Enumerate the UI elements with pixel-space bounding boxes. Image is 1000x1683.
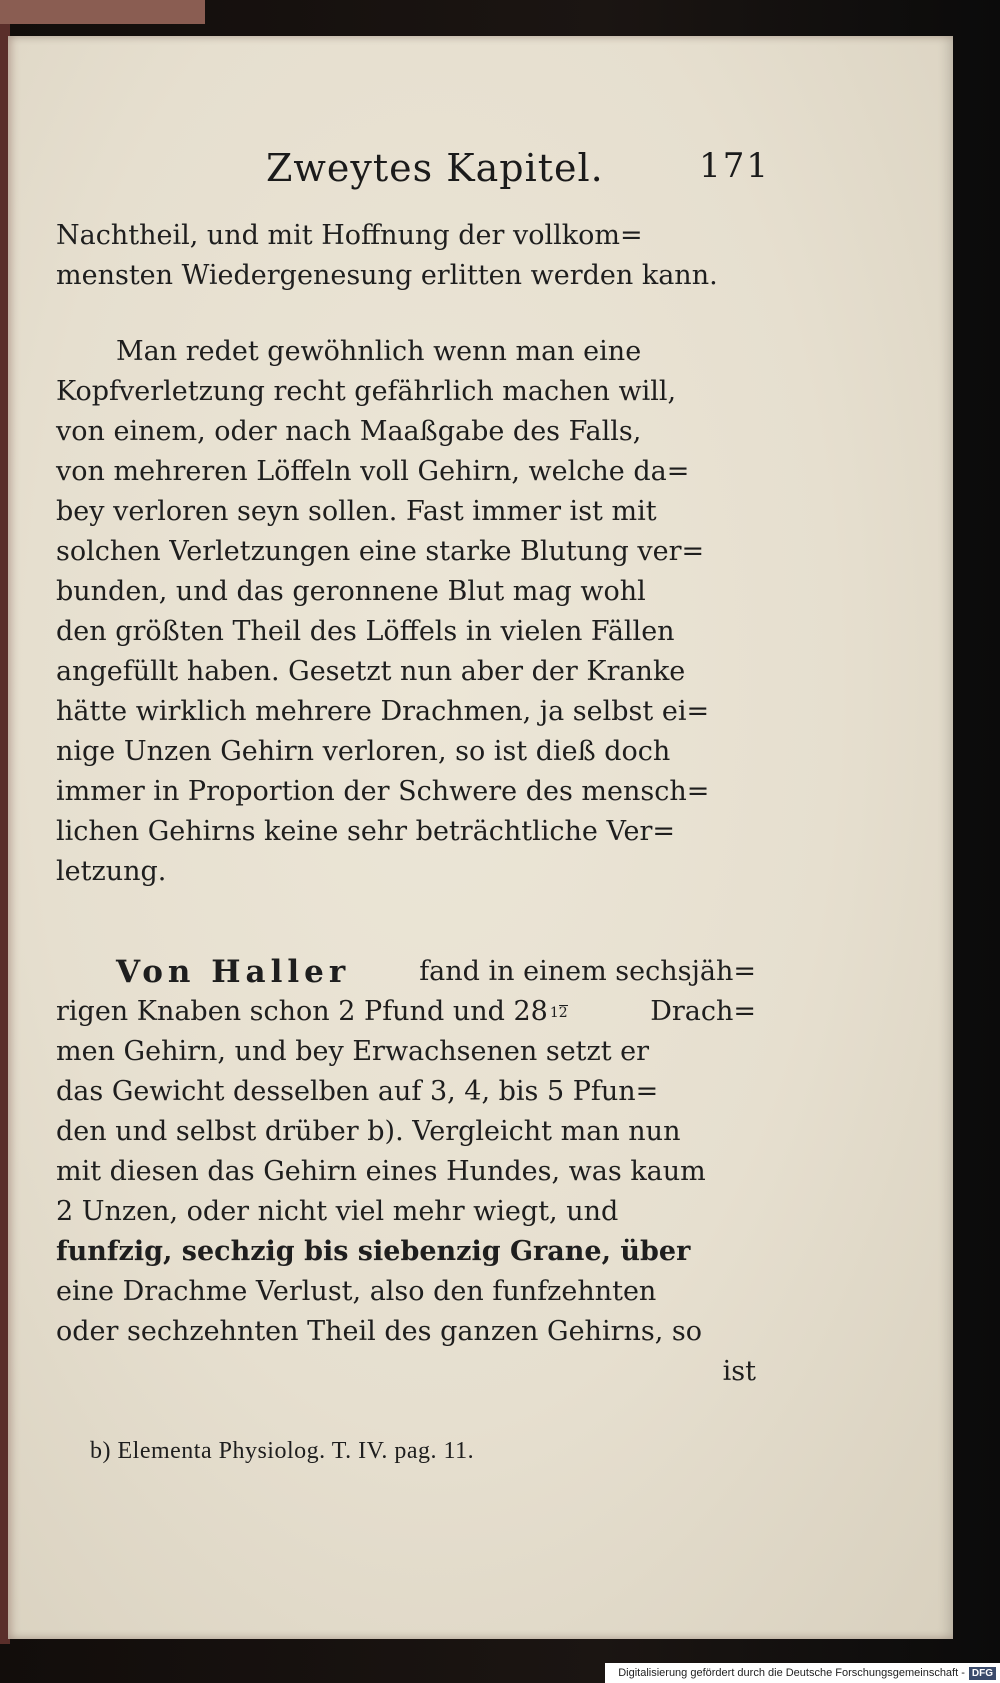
paragraph-3 — [56, 952, 756, 1392]
text-line: funfzig, sechzig bis siebenzig Grane, über — [56, 1236, 691, 1267]
text-line: angefüllt haben. Gesetzt nun aber der Kranke — [56, 656, 686, 687]
page-header — [56, 136, 770, 216]
text-line: letzung. — [56, 856, 167, 887]
text-line: Kopfverletzung recht gefährlich machen will, — [56, 376, 677, 407]
text-line: hätte wirklich mehrere Drachmen, ja selbst ei= — [56, 696, 710, 727]
paragraph-1 — [56, 216, 756, 296]
text-line: oder sechzehnten Theil des ganzen Gehirns, so — [56, 1316, 703, 1347]
text-line: solchen Verletzungen eine starke Blutung ver= — [56, 536, 705, 567]
running-head: Zweytes Kapitel. — [266, 146, 604, 190]
text-line: immer in Proportion der Schwere des mensch= — [56, 776, 710, 807]
paragraph-2 — [56, 332, 756, 892]
text-line: den größten Theil des Löffels in vielen Fällen — [56, 616, 675, 647]
text-line: bey verloren seyn sollen. Fast immer ist mit — [56, 496, 657, 527]
book-page — [8, 36, 953, 1639]
credit-text: Digitalisierung gefördert durch die Deutsche Forschungsgemeinschaft - — [618, 1667, 965, 1679]
fraction: 12 — [549, 1005, 568, 1021]
footnote: b) Elementa Physiolog. T. IV. pag. 11. — [90, 1438, 475, 1464]
text-line: den und selbst drüber b). Vergleicht man nun — [56, 1116, 681, 1147]
digitization-credit — [605, 1663, 1000, 1683]
text-line: men Gehirn, und bey Erwachsenen setzt er — [56, 1036, 650, 1067]
text-line: Von Haller fand in einem sechsjäh= — [116, 954, 756, 990]
text-line: Nachtheil, und mit Hoffnung der vollkom= — [56, 220, 643, 251]
author-name: Von Haller — [116, 954, 351, 990]
text-line: das Gewicht desselben auf 3, 4, bis 5 Pfun= — [56, 1076, 659, 1107]
text-line: von mehreren Löffeln voll Gehirn, welche da= — [56, 456, 690, 487]
dfg-logo: DFG — [969, 1667, 996, 1680]
page-number: 171 — [699, 146, 770, 186]
text-line: nige Unzen Gehirn verloren, so ist dieß doch — [56, 736, 671, 767]
text-line: von einem, oder nach Maaßgabe des Falls, — [56, 416, 642, 447]
text-line: lichen Gehirns keine sehr beträchtliche Ver= — [56, 816, 676, 847]
text-line: mit diesen das Gehirn eines Hundes, was kaum — [56, 1156, 706, 1187]
catchword: ist — [722, 1356, 756, 1387]
book-edge — [0, 0, 205, 24]
text-line: bunden, und das geronnene Blut mag wohl — [56, 576, 646, 607]
text-line: Man redet gewöhnlich wenn man eine — [116, 336, 642, 367]
page-text-block — [56, 136, 770, 1465]
text-line: 2 Unzen, oder nicht viel mehr wiegt, und — [56, 1196, 619, 1227]
text-line: rigen Knaben schon 2 Pfund und 28 12 Drach= — [56, 996, 756, 1027]
text-line: mensten Wiedergenesung erlitten werden kann. — [56, 260, 718, 291]
text-line: eine Drachme Verlust, also den funfzehnten — [56, 1276, 657, 1307]
